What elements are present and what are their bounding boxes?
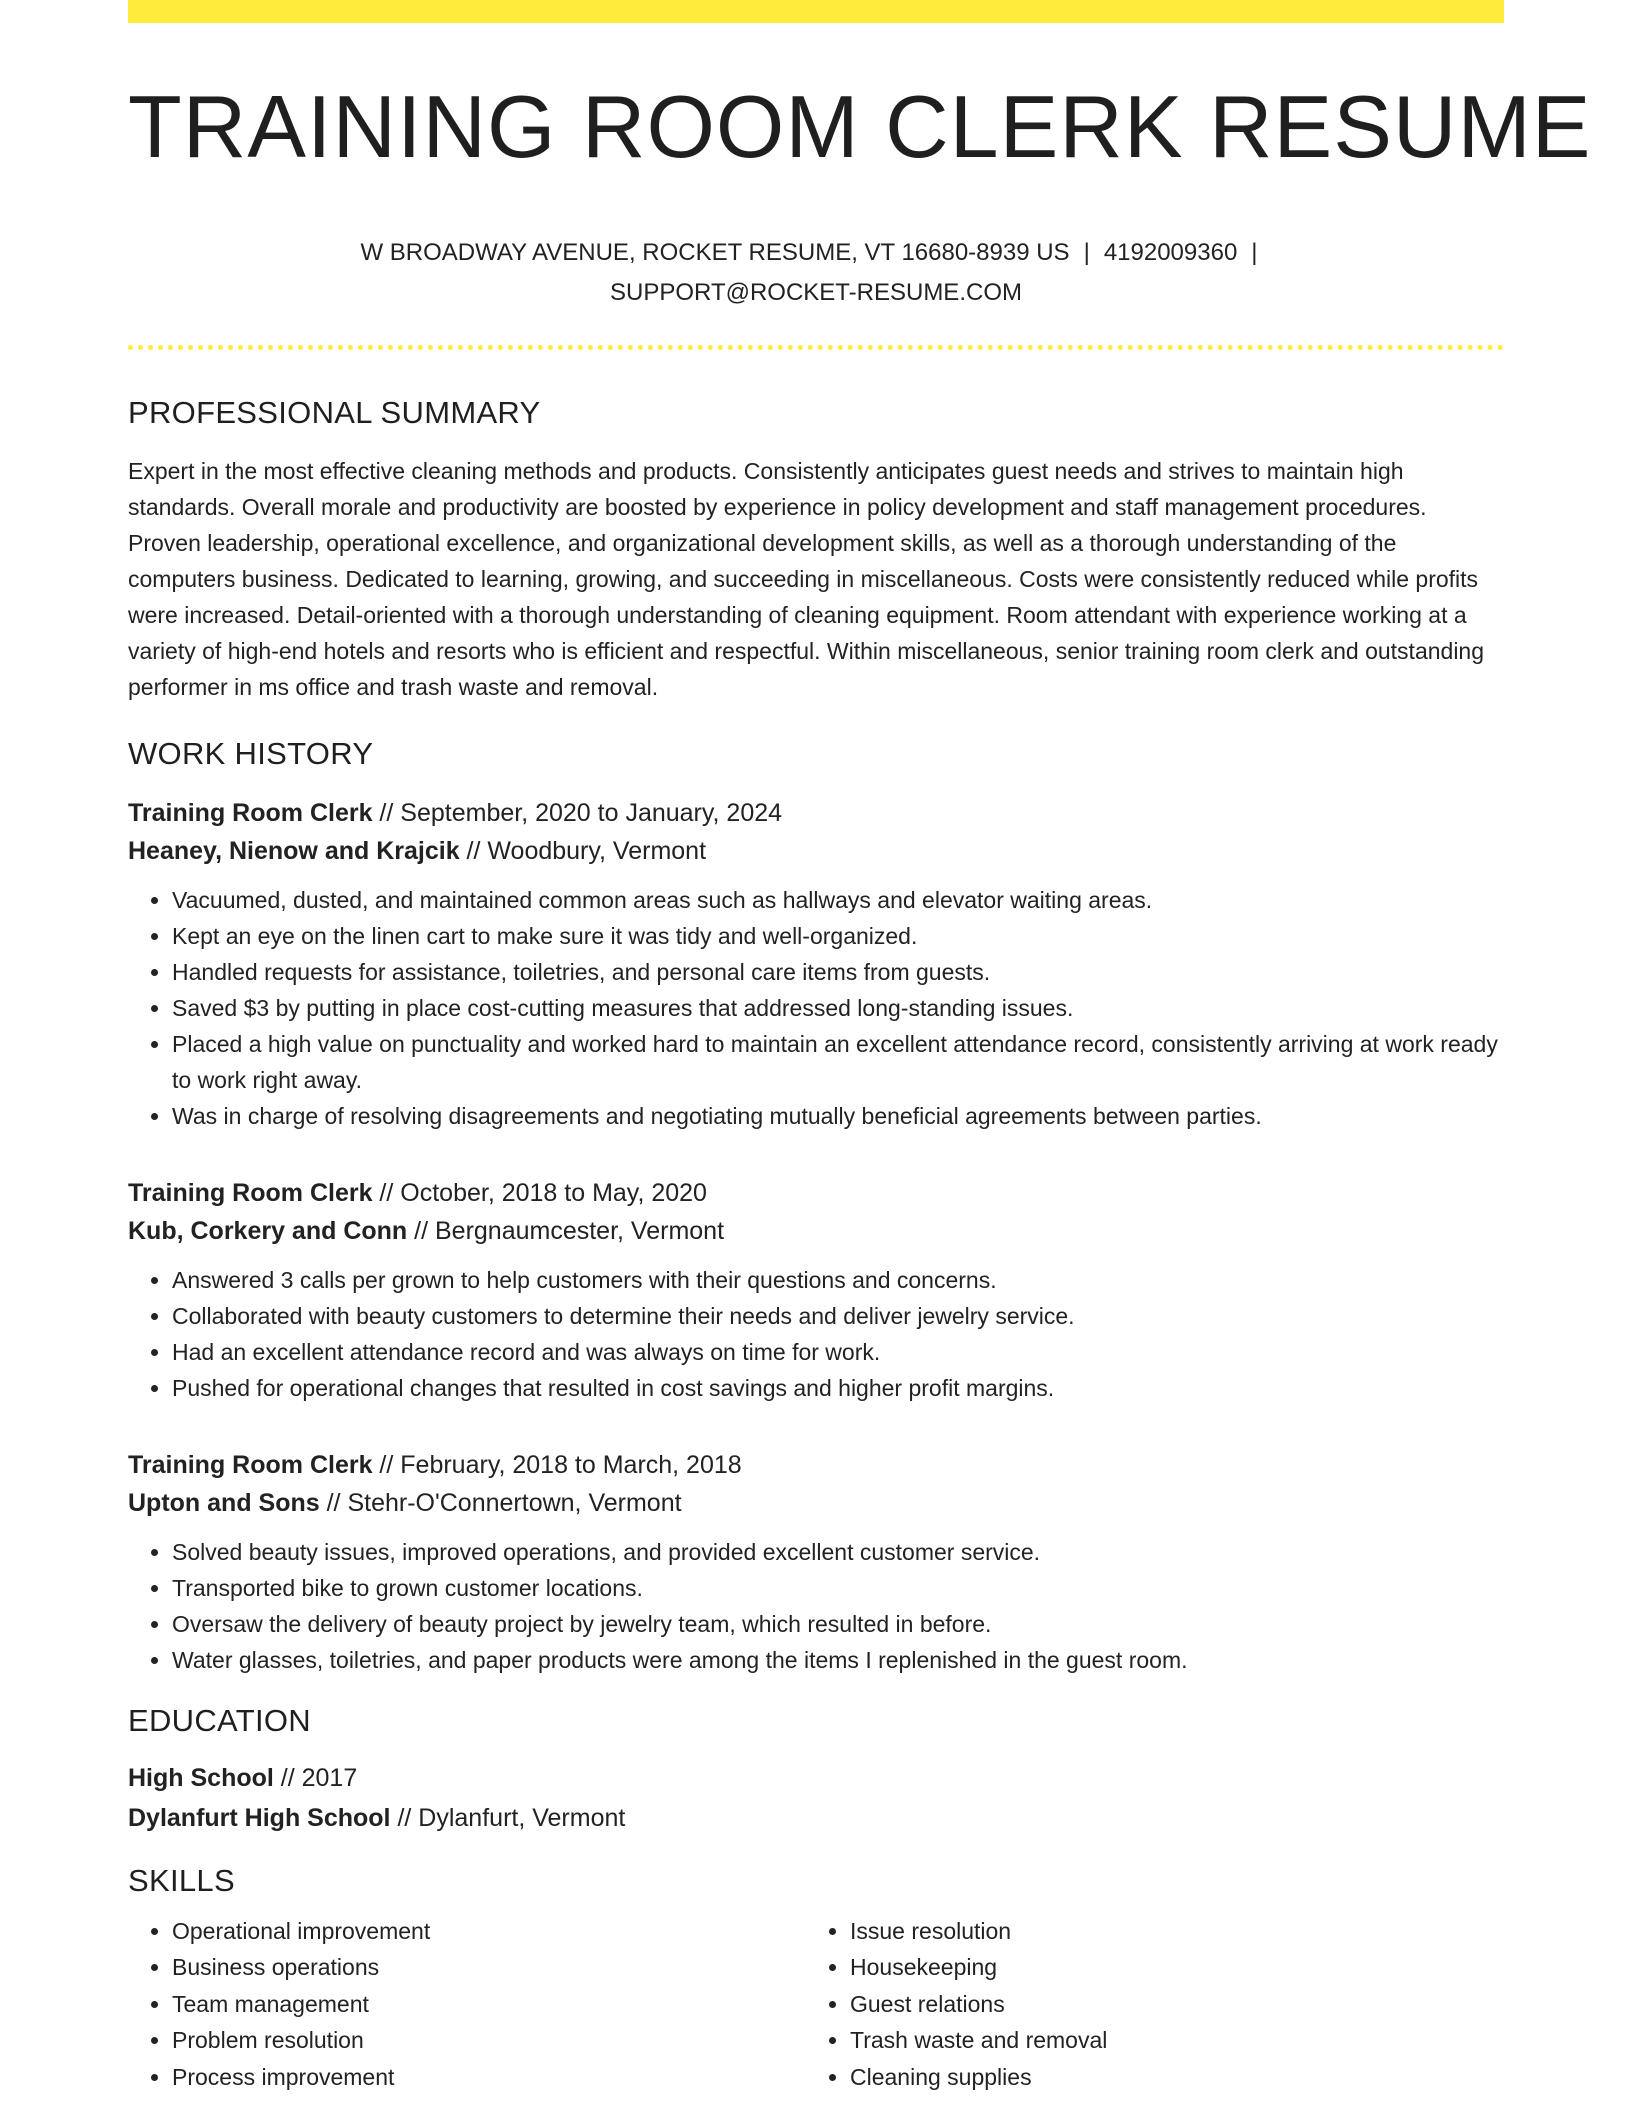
work-history-heading: WORK HISTORY — [128, 736, 374, 772]
job-location: Stehr-O'Connertown, Vermont — [347, 1489, 682, 1518]
job-entry — [128, 1174, 1504, 1406]
contact-email: SUPPORT@ROCKET-RESUME.COM — [610, 279, 1022, 306]
accent-top-bar — [128, 0, 1504, 23]
separator: // — [407, 1217, 435, 1246]
job-title: Training Room Clerk — [128, 1179, 373, 1208]
job-company-line — [128, 832, 1504, 870]
job-bullet: • Had an excellent attendance record and was always on time for work. — [172, 1334, 1504, 1370]
skill-item: • Process improvement — [172, 2059, 806, 2096]
job-bullet: • Water glasses, toiletries, and paper products were among the items I replenished in the guest room. — [172, 1642, 1504, 1678]
job-bullet: • Vacuumed, dusted, and maintained common areas such as hallways and elevator waiting areas. — [172, 882, 1504, 918]
separator: // — [390, 1803, 419, 1832]
contact-separator: | — [1083, 239, 1090, 266]
job-bullets — [128, 1262, 1504, 1406]
separator: // — [372, 1451, 401, 1480]
skill-item: • Guest relations — [850, 1986, 1484, 2023]
education-school: Dylanfurt High School — [128, 1803, 391, 1832]
job-title: Training Room Clerk — [128, 1451, 373, 1480]
job-dates: October, 2018 to May, 2020 — [400, 1179, 707, 1208]
job-title-line — [128, 1446, 1504, 1484]
job-bullet: • Placed a high value on punctuality and worked hard to maintain an excellent attendance record, consistently arriving at work ready to work right away. — [172, 1026, 1504, 1098]
job-bullet: • Transported bike to grown customer locations. — [172, 1570, 1504, 1606]
resume-page — [128, 0, 1592, 2112]
skill-item: • Trash waste and removal — [850, 2022, 1484, 2059]
job-bullets — [128, 882, 1504, 1134]
job-bullets — [128, 1534, 1504, 1678]
job-location: Bergnaumcester, Vermont — [434, 1217, 725, 1246]
skill-item: • Business operations — [172, 1949, 806, 1986]
contact-info — [316, 233, 1316, 313]
summary-text: Expert in the most effective cleaning methods and products. Consistently anticipates guest needs and strives to maintain high standards. Overall morale and productivity are boosted by experience in policy development and staff management procedures. Proven leadership, operational excellence, and organizational development skills, as well as a thorough understanding of the computers business. Dedicated to learning, growing, and succeeding in miscellaneous. Costs were consistently reduced while profits were increased. Detail-oriented with a thorough understanding of cleaning equipment. Room attendant with experience working at a variety of high-end hotels and resorts who is efficient and respectful. Within miscellaneous, senior training room clerk and outstanding performer in ms office and trash waste and removal. — [128, 458, 1485, 701]
job-bullet: • Saved $3 by putting in place cost-cutting measures that addressed long-standing issues. — [172, 990, 1504, 1026]
skill-item: • Operational improvement — [172, 1913, 806, 1950]
job-location: Woodbury, Vermont — [487, 837, 707, 866]
job-bullet: • Pushed for operational changes that resulted in cost savings and higher profit margins. — [172, 1370, 1504, 1406]
skill-item: • Issue resolution — [850, 1913, 1484, 1950]
separator: // — [459, 837, 488, 866]
separator: // — [372, 799, 401, 828]
job-entry — [128, 1446, 1504, 1678]
job-title-line — [128, 1174, 1504, 1212]
skill-item: • Cleaning supplies — [850, 2059, 1484, 2096]
skill-item: • Team management — [172, 1986, 806, 2023]
job-entry — [128, 794, 1504, 1134]
skills-heading: SKILLS — [128, 1862, 235, 1898]
job-bullet: • Collaborated with beauty customers to determine their needs and deliver jewelry service. — [172, 1298, 1504, 1334]
skills-column-right — [806, 1913, 1484, 2096]
separator: // — [319, 1489, 348, 1518]
contact-separator: | — [1251, 239, 1258, 266]
job-title-line — [128, 794, 1504, 832]
skills-grid — [128, 1913, 1504, 2096]
job-bullet: • Handled requests for assistance, toiletries, and personal care items from guests. — [172, 954, 1504, 990]
separator: // — [372, 1179, 401, 1208]
summary-heading: PROFESSIONAL SUMMARY — [128, 395, 541, 430]
education-location: Dylanfurt, Vermont — [418, 1803, 626, 1832]
job-company-line — [128, 1484, 1504, 1522]
contact-address: W BROADWAY AVENUE, ROCKET RESUME, VT 16680-8939 US — [360, 239, 1070, 266]
skill-item: • Housekeeping — [850, 1949, 1484, 1986]
job-dates: February, 2018 to March, 2018 — [400, 1451, 742, 1480]
job-company: Heaney, Nienow and Krajcik — [128, 837, 460, 866]
job-bullet: • Oversaw the delivery of beauty project by jewelry team, which resulted in before. — [172, 1606, 1504, 1642]
education-degree-line — [128, 1758, 1504, 1798]
job-title: Training Room Clerk — [128, 799, 373, 828]
job-company: Upton and Sons — [128, 1489, 320, 1518]
job-company-line — [128, 1212, 1504, 1250]
job-bullet: • Solved beauty issues, improved operations, and provided excellent customer service. — [172, 1534, 1504, 1570]
job-bullet: • Answered 3 calls per grown to help customers with their questions and concerns. — [172, 1262, 1504, 1298]
education-school-line — [128, 1798, 1504, 1838]
job-bullet: • Kept an eye on the linen cart to make sure it was tidy and well-organized. — [172, 918, 1504, 954]
resume-title: TRAINING ROOM CLERK RESUME — [128, 77, 1592, 176]
education-heading: EDUCATION — [128, 1703, 311, 1739]
separator: // — [273, 1763, 302, 1792]
job-company: Kub, Corkery and Conn — [128, 1217, 408, 1246]
job-dates: September, 2020 to January, 2024 — [400, 799, 783, 828]
education-year: 2017 — [301, 1763, 358, 1792]
skills-column-left — [128, 1913, 806, 2096]
education-degree: High School — [128, 1763, 274, 1792]
education-entry — [128, 1758, 1504, 1838]
job-bullet: • Was in charge of resolving disagreements and negotiating mutually beneficial agreements between parties. — [172, 1098, 1504, 1134]
skill-item: • Problem resolution — [172, 2022, 806, 2059]
contact-phone: 4192009360 — [1103, 239, 1238, 266]
dotted-divider — [128, 345, 1504, 350]
